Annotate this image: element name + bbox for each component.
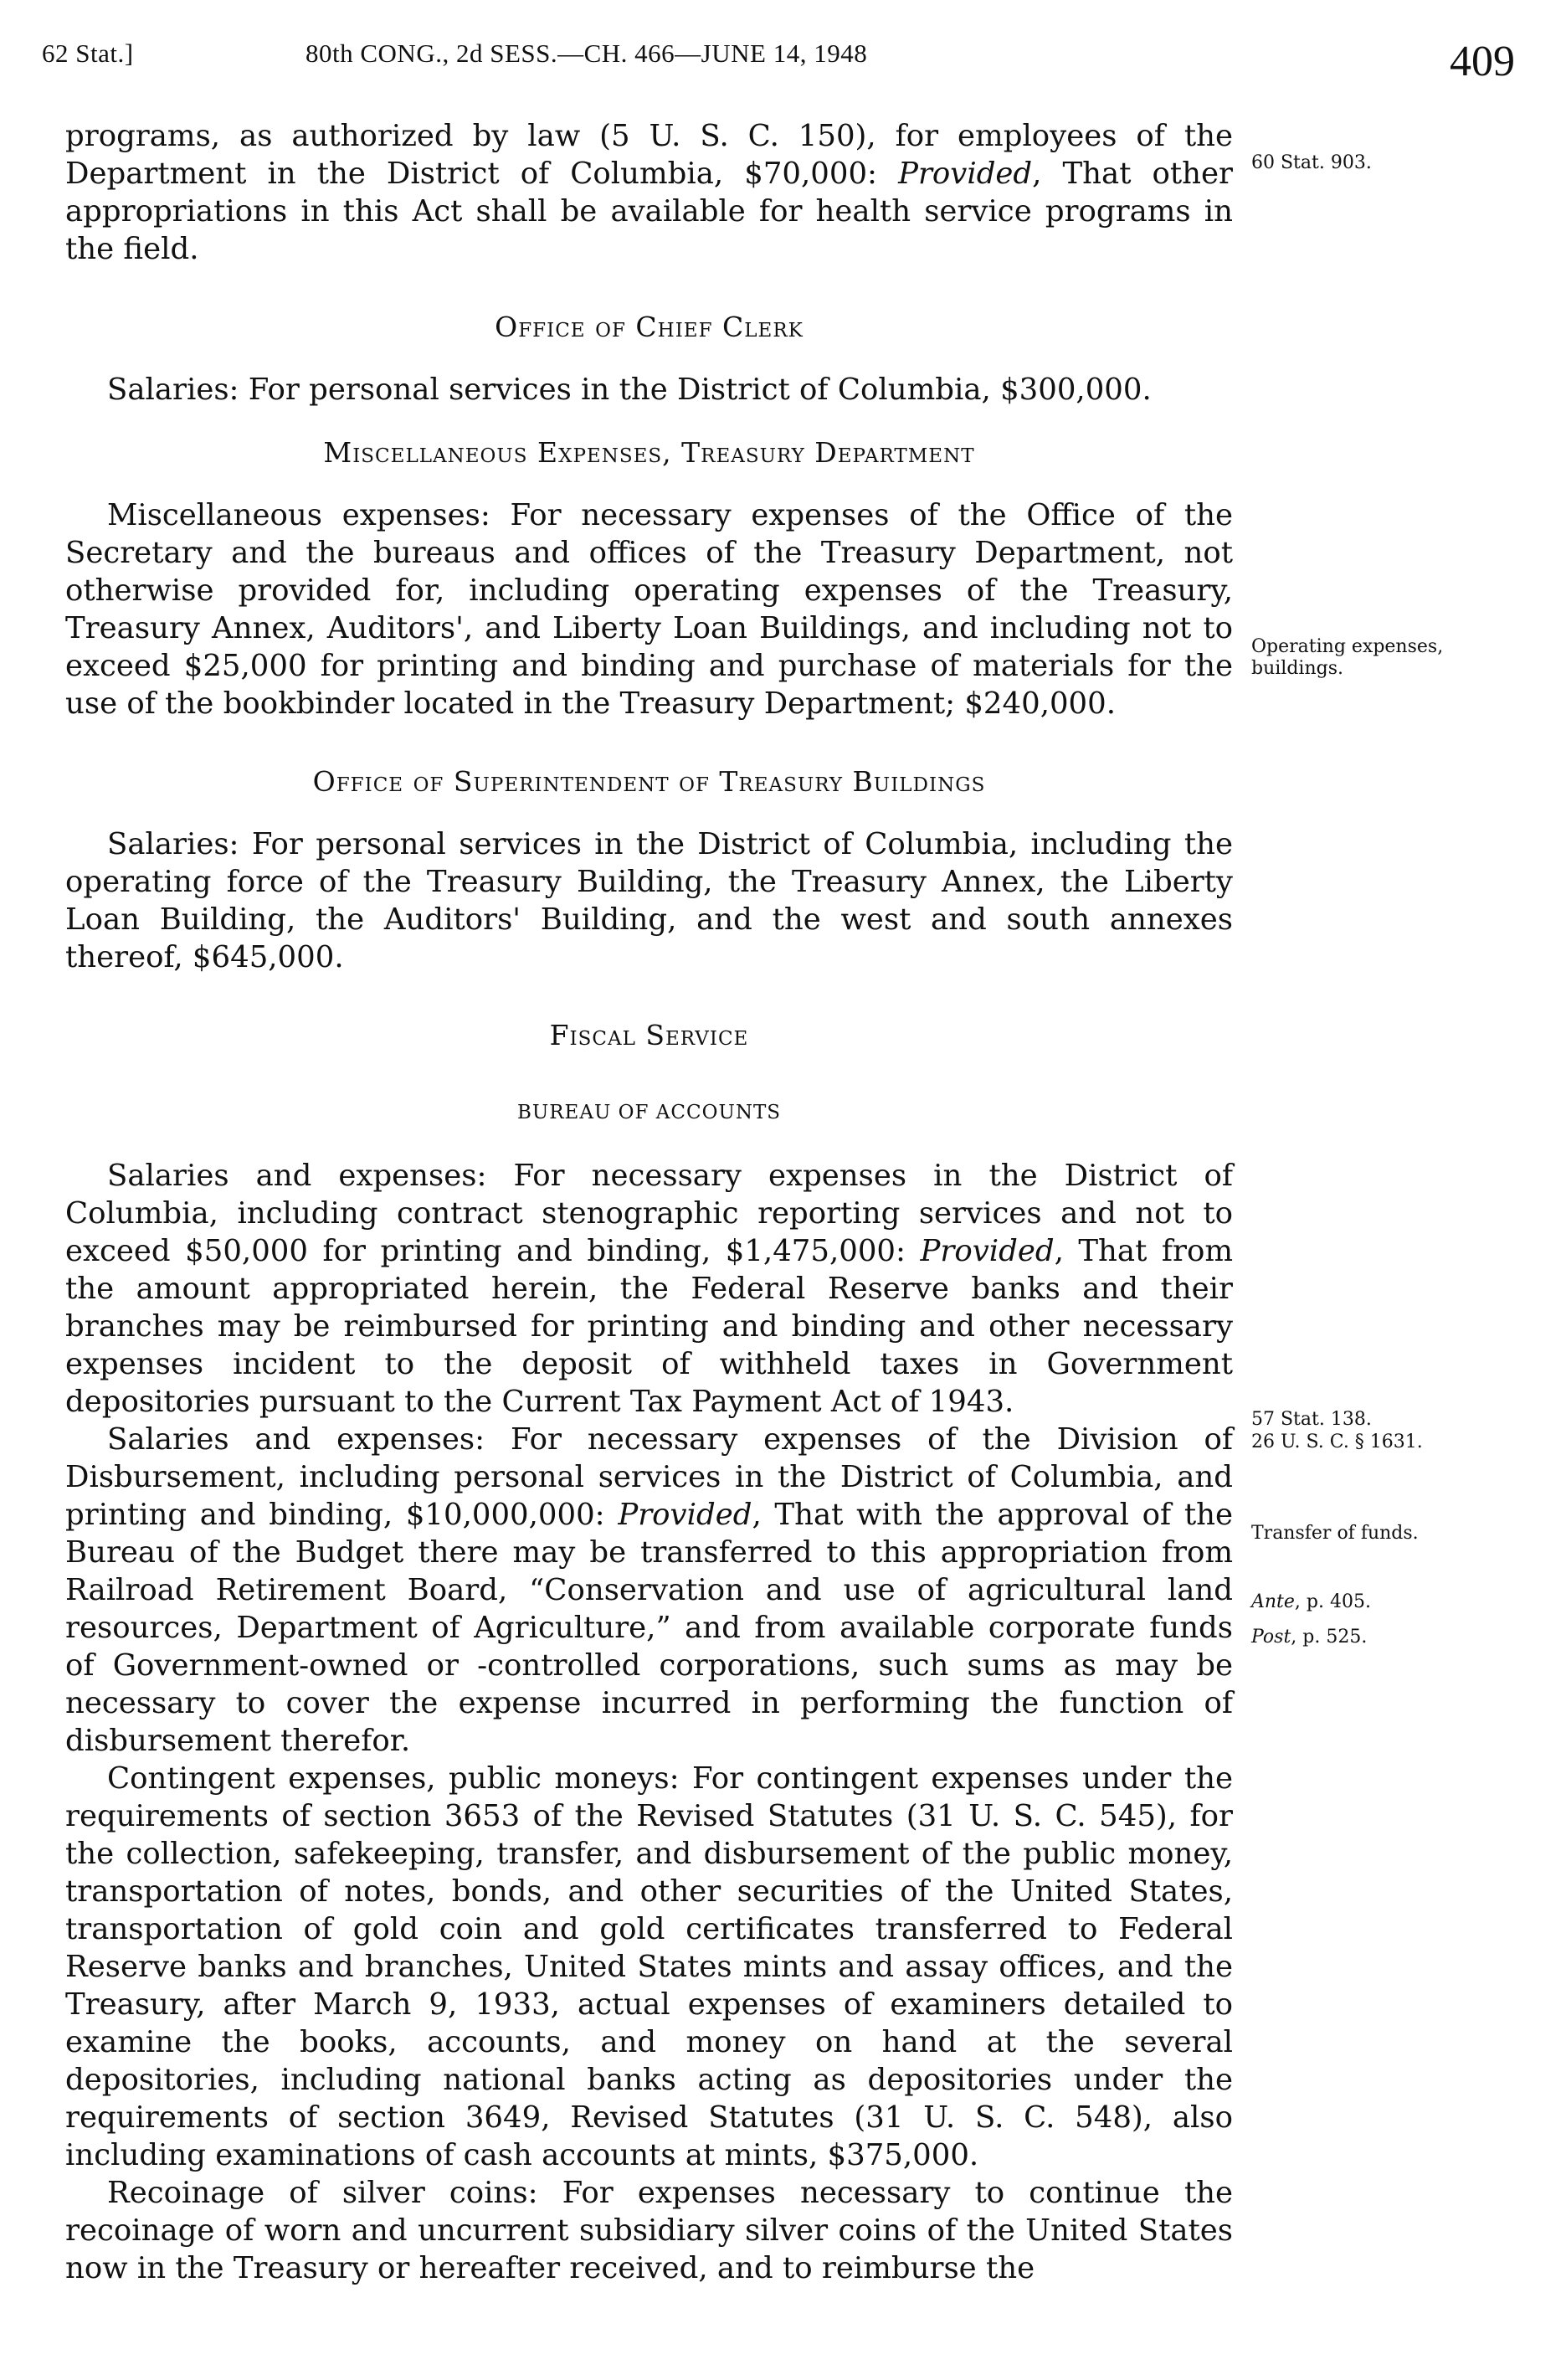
body-text: [65, 117, 1233, 2287]
paragraph-accounts-salaries: Salaries and expenses: For necessary expenses in the District of Columbia, including contract stenographic reporting services and not to exceed $50,000 for printing and binding, $1,475,000: Provided, That from the amount appropriated herein, the Federal Reserve banks and their branches may be reimbursed for printing and binding and other necessary expenses incident to the deposit of withheld taxes in Government depositories pursuant to the Current Tax Payment Act of 1943.: [65, 1159, 1233, 1419]
page-number: 409: [1450, 38, 1515, 85]
subheading-bureau-of-accounts: BUREAU OF ACCOUNTS: [516, 1102, 782, 1123]
heading-miscellaneous-expenses: Miscellaneous Expenses, Treasury Department: [323, 436, 975, 469]
paragraph-chief-clerk-salaries: Salaries: For personal services in the District of Columbia, $300,000.: [107, 373, 1152, 407]
paragraph-miscellaneous-expenses: Miscellaneous expenses: For necessary expenses of the Office of the Secretary and the bureaus and offices of the Treasury Department, not otherwise provided for, including operating expenses of the Treasury, Treasury Annex, Auditors', and Liberty Loan Buildings, and including not to exceed $25,000 for printing and binding and purchase of materials for the use of the bookbinder located in the Treasury Department; $240,000.: [65, 498, 1233, 721]
paragraph-superintendent-salaries: Salaries: For personal services in the District of Columbia, including the operating force of the Treasury Building, the Treasury Annex, the Liberty Loan Building, the Auditors' Building, and the west and south annexes thereof, $645,000.: [65, 827, 1233, 974]
margin-note-60-stat-903: 60 Stat. 903.: [1251, 152, 1372, 173]
margin-note-26-usc-1631: 26 U. S. C. § 1631.: [1251, 1432, 1423, 1452]
heading-fiscal-service: Fiscal Service: [549, 1019, 749, 1051]
margin-note-transfer-of-funds: Transfer of funds.: [1251, 1523, 1419, 1544]
margin-note-operating-expenses: Operating expenses, buildings.: [1251, 636, 1444, 679]
margin-note-57-stat-138: 57 Stat. 138.: [1251, 1409, 1372, 1430]
congress-session-chapter: 80th CONG., 2d SESS.—CH. 466—JUNE 14, 1948: [305, 39, 868, 68]
heading-office-chief-clerk: Office of Chief Clerk: [495, 311, 804, 343]
statute-reference: 62 Stat.]: [42, 39, 134, 68]
paragraph-health-programs: programs, as authorized by law (5 U. S. C. 150), for employees of the Department in the District of Columbia, $70,000: Provided, That other appropriations in this Act shall be available for health service programs in the field.: [65, 119, 1233, 266]
running-header: [42, 30, 1515, 97]
heading-superintendent-treasury-buildings: Office of Superintendent of Treasury Buildings: [312, 765, 986, 798]
margin-note-post-p525: Post, p. 525.: [1251, 1627, 1368, 1647]
margin-note-ante-p405: Ante, p. 405.: [1251, 1591, 1371, 1612]
paragraph-disbursement-salaries: Salaries and expenses: For necessary expenses of the Division of Disbursement, including personal services in the District of Columbia, and printing and binding, $10,000,000: Provided, That with the approval of the Bureau of the Budget there may be transferred to this appropriation from Railroad Retirement Board, “Conservation and use of agricultural land resources, Department of Agriculture,” and from available corporate funds of Government-owned or -controlled corporations, such sums as may be necessary to cover the expense incurred in performing the function of disbursement therefor.: [65, 1422, 1233, 1758]
paragraph-contingent-expenses: Contingent expenses, public moneys: For contingent expenses under the requirements of section 3653 of the Revised Statutes (31 U. S. C. 545), for the collection, safekeeping, transfer, and disbursement of the public money, transportation of notes, bonds, and other securities of the United States, transportation of gold coin and gold certificates transferred to Federal Reserve banks and branches, United States mints and assay offices, and the Treasury, after March 9, 1933, actual expenses of examiners detailed to examine the books, accounts, and money on hand at the several depositories, including national banks acting as depositories under the requirements of section 3649, Revised Statutes (31 U. S. C. 548), also including examinations of cash accounts at mints, $375,000.: [65, 1761, 1233, 2172]
paragraph-recoinage: Recoinage of silver coins: For expenses necessary to continue the recoinage of worn and uncurrent subsidiary silver coins of the United States now in the Treasury or hereafter received, and to reimburse the: [65, 2176, 1233, 2285]
